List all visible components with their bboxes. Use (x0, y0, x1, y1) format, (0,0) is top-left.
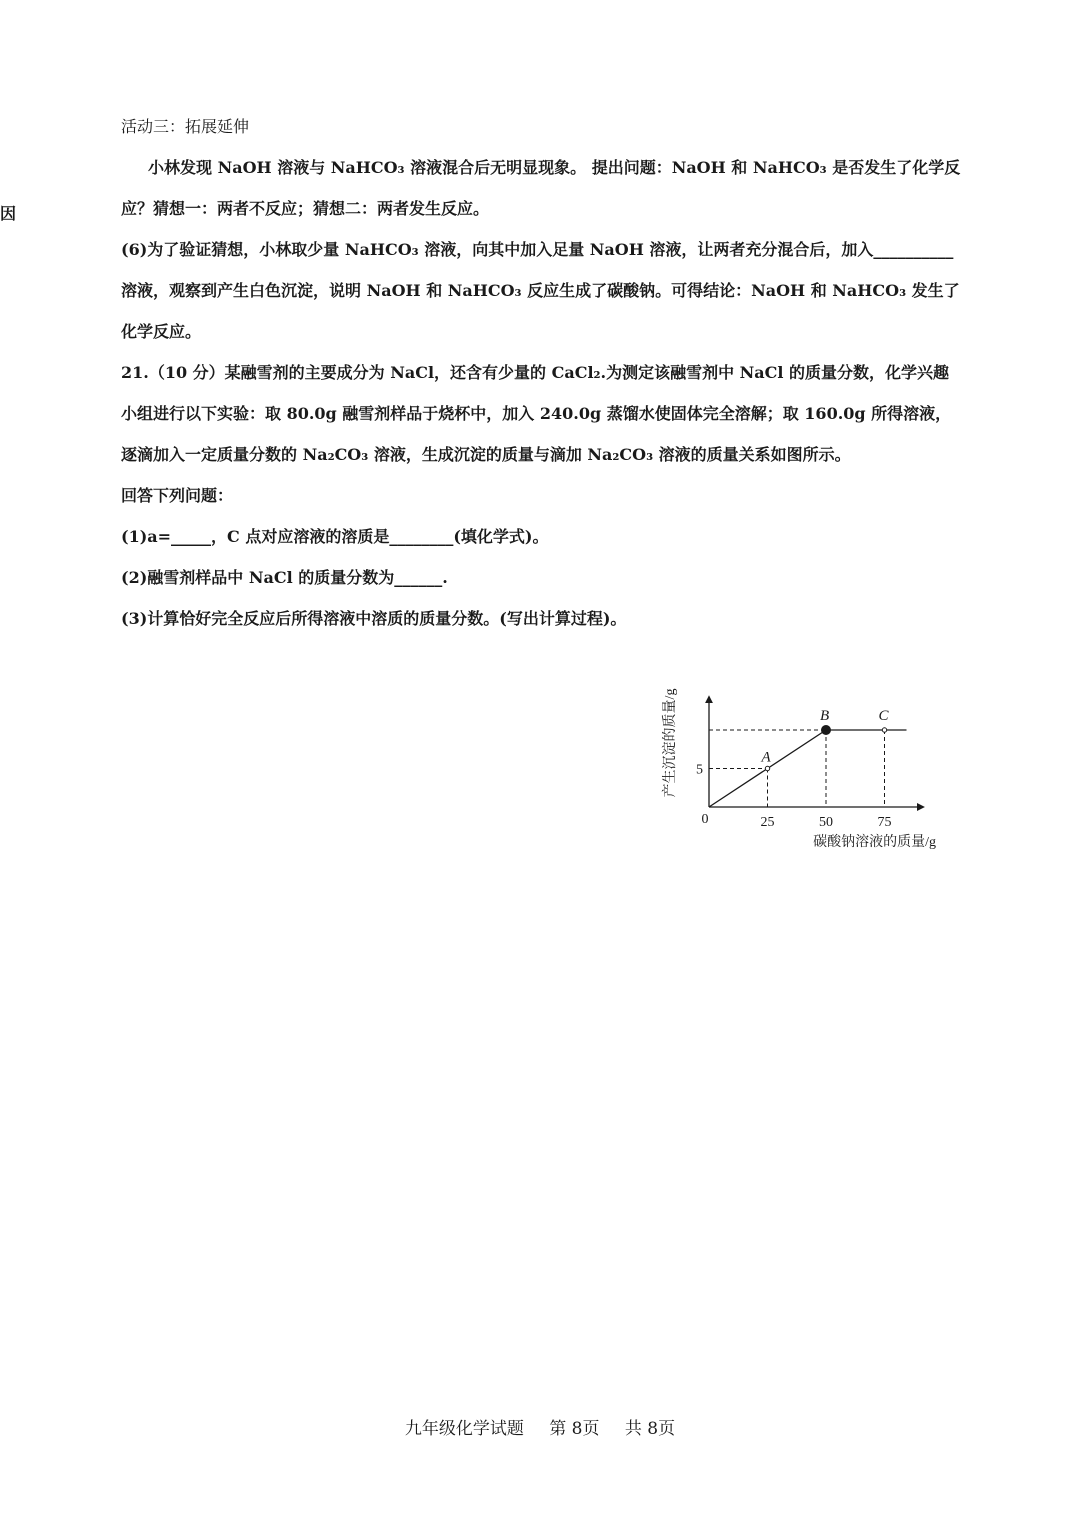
footer-title: 九年级化学试题 (404, 1419, 524, 1439)
precipitate-chart (650, 665, 950, 855)
question-21-sub-1: (1)a=_____，C 点对应溶液的溶质是________(填化学式)。 (121, 527, 549, 546)
chart-y-axis-label: 产生沉淀的质量/g (663, 688, 678, 798)
point-c-marker (882, 728, 886, 732)
question-21-sub-2: (2)融雪剂样品中 NaCl 的质量分数为______. (121, 568, 448, 587)
activity-heading: 活动三：拓展延伸 (121, 117, 250, 136)
x-tick-label-25: 25 (760, 815, 775, 830)
question-6-line-2: 溶液，观察到产生白色沉淀，说明 NaOH 和 NaHCO₃ 反应生成了碳酸钠。可得结论：NaOH 和 NaHCO₃ 发生了 (121, 281, 960, 300)
y-tick-label-5: 5 (696, 762, 703, 778)
activity-paragraph-line-2: 应？猜想一：两者不反应；猜想二：两者发生反应。 (121, 199, 490, 218)
chart-guide-lines (709, 730, 885, 807)
question-21-prompt: 回答下列问题： (121, 486, 234, 505)
point-a-marker (765, 766, 769, 770)
point-c-label: C (878, 708, 889, 724)
footer-total-pages: 共 8页 (624, 1419, 676, 1439)
question-6-line-3: 化学反应。 (121, 322, 202, 341)
point-a-label: A (761, 749, 771, 766)
margin-character: 因 (0, 204, 17, 223)
question-21-line-3: 逐滴加入一定质量分数的 Na₂CO₃ 溶液，生成沉淀的质量与滴加 Na₂CO₃ 溶液的质量关系如图所示。 (121, 445, 851, 464)
page-footer (0, 1414, 1080, 1439)
footer-page-number: 第 8页 (549, 1419, 600, 1439)
x-tick-label-75: 75 (877, 815, 892, 830)
x-tick-label-50: 50 (819, 815, 833, 830)
question-21-line-1: 21.（10 分）某融雪剂的主要成分为 NaCl，还含有少量的 CaCl₂.为测定该融雪剂中 NaCl 的质量分数，化学兴趣 (121, 363, 950, 382)
question-21-line-2: 小组进行以下实验：取 80.0g 融雪剂样品于烧杯中，加入 240.0g 蒸馏水使固体完全溶解；取 160.0g 所得溶液， (121, 404, 952, 423)
chart-x-axis-label: 碳酸钠溶液的质量/g (813, 835, 936, 850)
question-6-line-1: (6)为了验证猜想，小林取少量 NaHCO₃ 溶液，向其中加入足量 NaOH 溶液，让两者充分混合后，加入__________ (121, 240, 954, 259)
point-b-marker (822, 726, 831, 735)
chart-points (761, 708, 890, 771)
question-21-sub-3: (3)计算恰好完全反应后所得溶液中溶质的质量分数。(写出计算过程)。 (121, 609, 627, 628)
activity-paragraph-line-1: 小林发现 NaOH 溶液与 NaHCO₃ 溶液混合后无明显现象。 提出问题：NaOH 和 NaHCO₃ 是否发生了化学反 (148, 158, 961, 177)
point-b-label: B (820, 708, 830, 724)
chart-origin-label: 0 (701, 812, 709, 827)
